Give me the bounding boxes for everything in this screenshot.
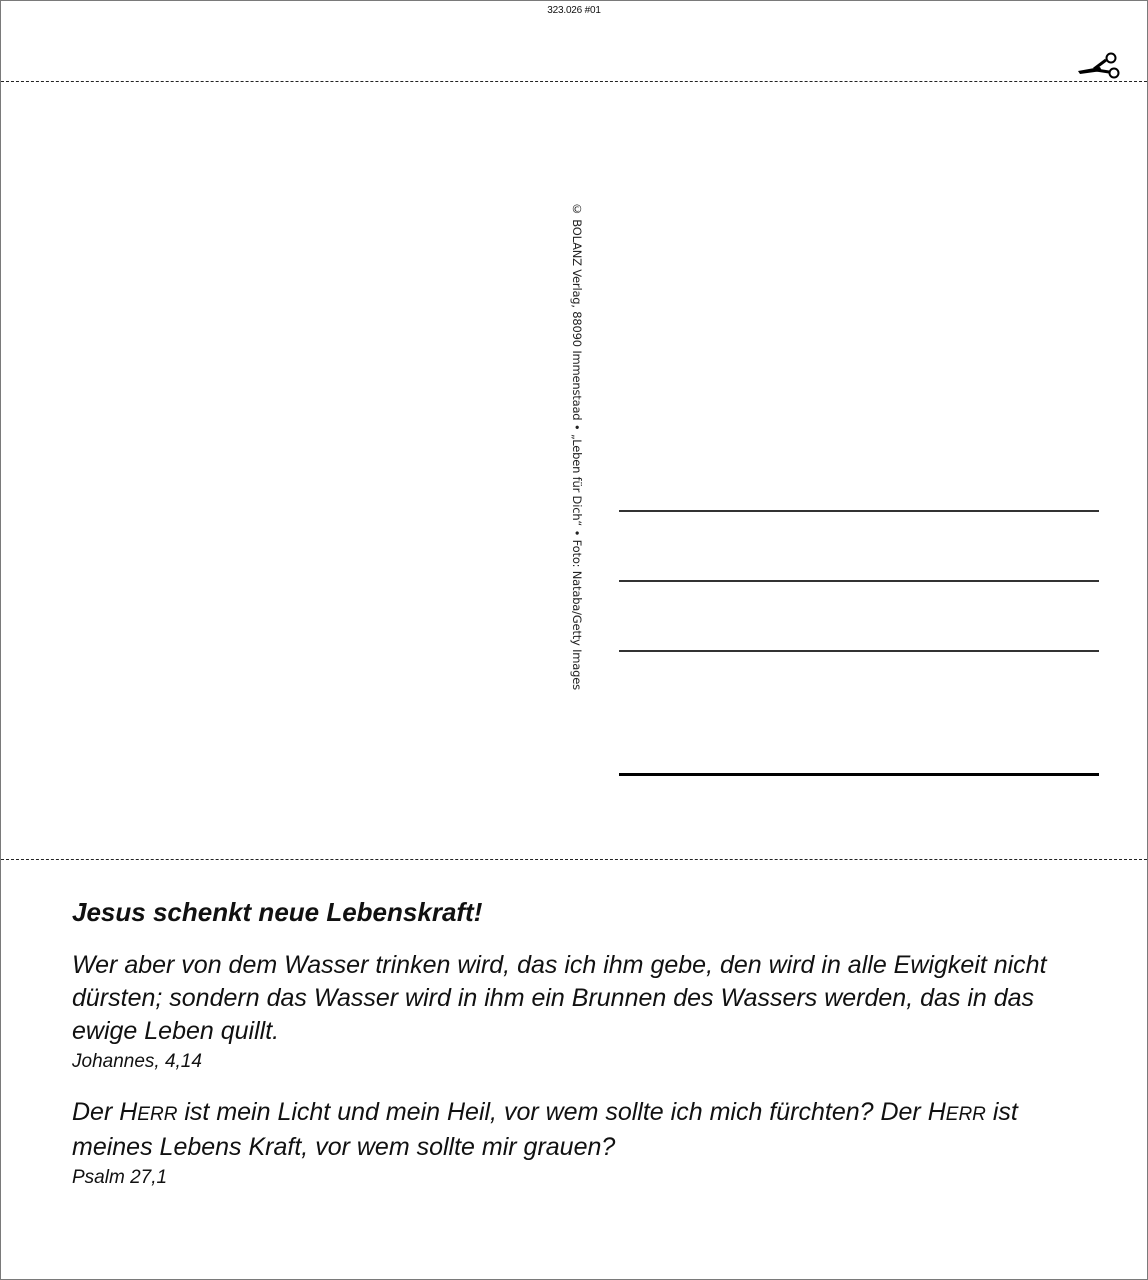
card-title: Jesus schenkt neue Lebenskraft! [72,897,483,927]
address-line-1 [619,510,1099,512]
address-line-3 [619,650,1099,652]
copyright-credit: © BOLANZ Verlag, 88090 Immenstaad • „Leben für Dich“ • Foto: Nataba/Getty Images [570,202,584,690]
verse-1-reference: Johannes, 4,14 [72,1051,202,1072]
small-caps-herr: ERR [945,1104,986,1125]
cut-line-top [1,81,1147,82]
verse-2-reference: Psalm 27,1 [72,1167,168,1188]
address-line-2 [619,580,1099,582]
card-text-section [72,896,1102,1212]
scissors-icon [1076,52,1122,82]
verse-2-text: Der HERR ist mein Licht und mein Heil, vor wem sollte ich mich fürchten? Der HERR ist meines Lebens Kraft, vor wem sollte mir grauen? [72,1098,1018,1161]
small-caps-herr: ERR [137,1104,178,1125]
address-line-4 [619,773,1099,776]
product-code: 323.026 #01 [547,5,601,16]
verse-1-text: Wer aber von dem Wasser trinken wird, das ich ihm gebe, den wird in alle Ewigkeit nicht dürsten; sondern das Wasser wird in ihm ein Brunnen des Wassers werden, das in das ewige Leben quillt. [72,951,1047,1045]
cut-line-middle [1,859,1147,860]
